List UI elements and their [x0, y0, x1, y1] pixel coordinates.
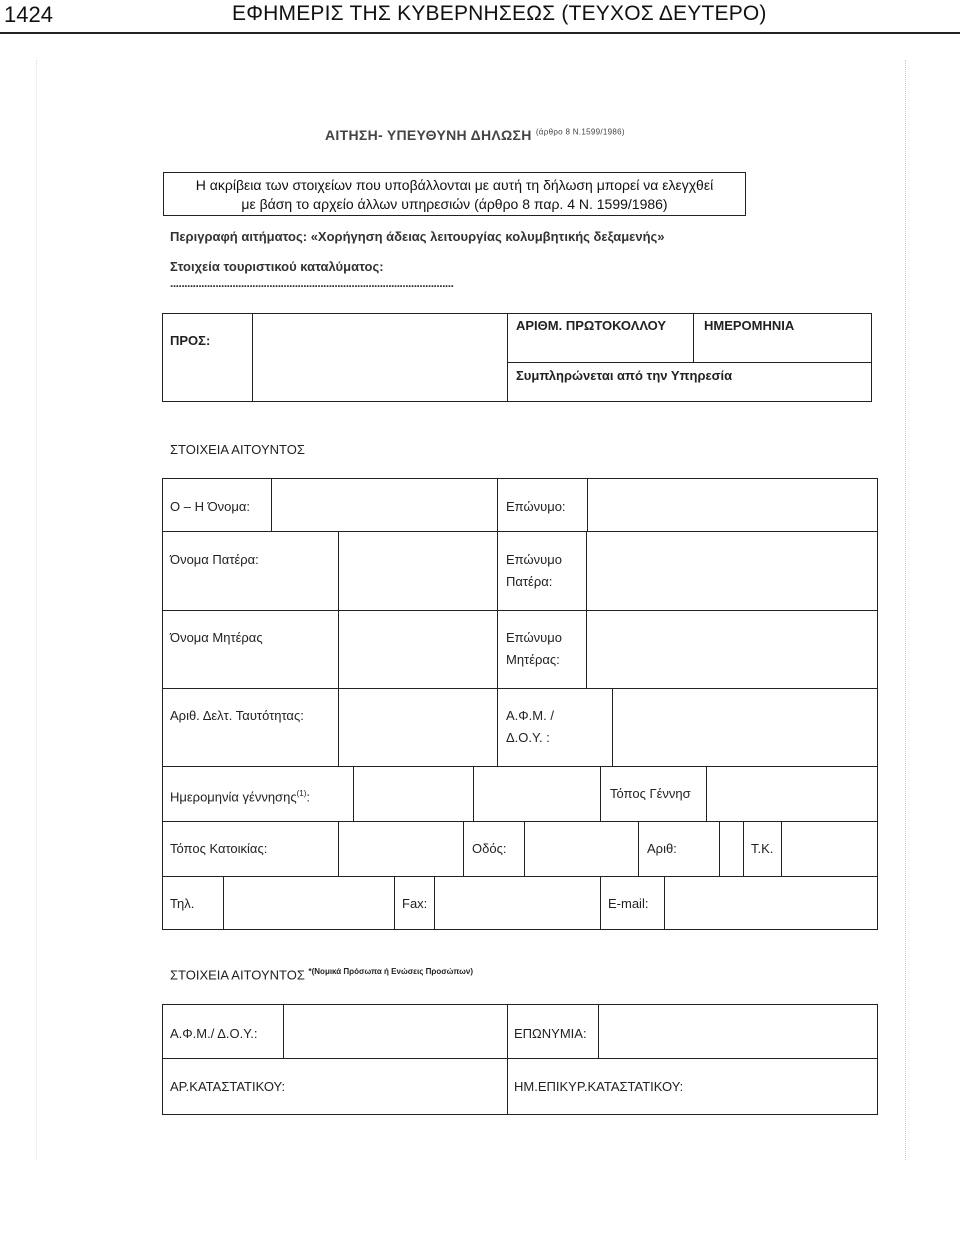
- afm-label: [506, 705, 554, 749]
- first-name-label: Ο – Η Όνομα:: [170, 499, 250, 514]
- number-field[interactable]: [720, 822, 742, 875]
- father-name-label: Όνομα Πατέρα:: [170, 552, 259, 567]
- fax-field[interactable]: [435, 877, 599, 929]
- birth-date-label: [170, 783, 310, 808]
- cell-divider: [600, 766, 601, 821]
- recipient-divider: [507, 362, 872, 363]
- mother-surname-line-2: Μητέρας:: [506, 652, 560, 667]
- postal-code-field[interactable]: [782, 822, 877, 875]
- father-surname-line-1: Επώνυμο: [506, 552, 562, 567]
- cell-divider: [463, 821, 464, 876]
- mother-surname-field[interactable]: [587, 611, 877, 687]
- father-surname-label: [506, 549, 562, 593]
- accuracy-line-1: Η ακρίβεια των στοιχείων που υποβάλλονται με αυτή τη δήλωση μπορεί να ελεγχθεί: [195, 177, 714, 193]
- surname-field[interactable]: [588, 479, 877, 530]
- accuracy-line-2: με βάση το αρχείο άλλων υπηρεσιών (άρθρο 8 παρ. 4 Ν. 1599/1986): [241, 196, 668, 212]
- phone-label: Τηλ.: [170, 896, 195, 911]
- statute-number-field[interactable]: [300, 1059, 506, 1114]
- cell-divider: [638, 821, 639, 876]
- company-name-label: ΕΠΩΝΥΜΙΑ:: [514, 1026, 587, 1041]
- father-name-field[interactable]: [339, 532, 496, 609]
- afm-line-1: Α.Φ.Μ. /: [506, 708, 554, 723]
- residence-label: Τόπος Κατοικίας:: [170, 841, 268, 856]
- residence-field[interactable]: [339, 822, 462, 875]
- afm-line-2: Δ.Ο.Υ. :: [506, 730, 550, 745]
- scan-margin-line: [905, 60, 907, 1160]
- father-surname-line-2: Πατέρα:: [506, 574, 553, 589]
- postal-code-label: Τ.Κ.: [751, 841, 774, 856]
- cell-divider: [497, 531, 498, 610]
- birth-date-footnote: (1): [296, 789, 307, 798]
- applicant-section-title: ΣΤΟΙΧΕΙΑ ΑΙΤΟΥΝΤΟΣ: [170, 442, 305, 457]
- cell-divider: [743, 821, 744, 876]
- table-row-divider: [162, 821, 878, 822]
- birth-place-label: Τόπος Γέννησ: [610, 786, 691, 801]
- legal-entity-note: *(Νομικά Πρόσωπα ή Ενώσεις Προσώπων): [308, 967, 473, 976]
- afm-field[interactable]: [613, 689, 877, 765]
- cell-divider: [394, 876, 395, 930]
- fax-label: Fax:: [402, 896, 428, 911]
- father-surname-field[interactable]: [587, 532, 877, 609]
- company-name-field[interactable]: [599, 1005, 877, 1057]
- birth-place-field[interactable]: [707, 767, 877, 820]
- mother-surname-line-1: Επώνυμο: [506, 630, 562, 645]
- to-label: ΠΡΟΣ:: [170, 333, 211, 348]
- accommodation-label: Στοιχεία τουριστικού καταλύματος:: [170, 259, 384, 274]
- page-number: 1424: [4, 2, 53, 27]
- accommodation-dots: ....................................................................................................: [170, 276, 454, 290]
- date-label: ΗΜΕΡΟΜΗΝΙΑ: [704, 318, 795, 333]
- mother-surname-label: [506, 627, 562, 671]
- cell-divider: [507, 1004, 508, 1115]
- recipient-divider: [507, 313, 508, 402]
- request-description: Περιγραφή αιτήματος: «Χορήγηση άδειας λειτουργίας κολυμβητικής δεξαμενής»: [170, 229, 665, 244]
- cell-divider: [497, 610, 498, 688]
- birth-date-colon: :: [306, 789, 310, 805]
- birth-date-field-1[interactable]: [354, 767, 472, 820]
- form-title-note: (άρθρο 8 Ν.1599/1986): [535, 127, 625, 137]
- legal-entity-section-title: [170, 967, 473, 982]
- to-field[interactable]: [253, 314, 506, 401]
- email-field[interactable]: [665, 877, 877, 929]
- mother-name-label: Όνομα Μητέρας: [170, 630, 263, 645]
- birth-date-text: Ημερομηνία γέννησης: [170, 789, 297, 805]
- legal-entity-title-text: ΣΤΟΙΧΕΙΑ ΑΙΤΟΥΝΤΟΣ: [170, 967, 305, 983]
- recipient-divider: [693, 313, 694, 363]
- statute-date-field[interactable]: [700, 1059, 877, 1114]
- birth-date-field-2[interactable]: [474, 767, 599, 820]
- cell-divider: [497, 688, 498, 766]
- id-number-label: Αριθ. Δελτ. Ταυτότητας:: [170, 708, 304, 723]
- accuracy-notice: [163, 172, 746, 216]
- cell-divider: [497, 478, 498, 531]
- form-title-text: ΑΙΤΗΣΗ- ΥΠΕΥΘΥΝΗ ΔΗΛΩΣΗ: [325, 127, 532, 143]
- mother-name-field[interactable]: [339, 611, 496, 687]
- cell-divider: [600, 876, 601, 930]
- statute-number-label: ΑΡ.ΚΑΤΑΣΤΑΤΙΚΟΥ:: [170, 1079, 286, 1094]
- street-field[interactable]: [525, 822, 637, 875]
- form-title: [325, 127, 625, 143]
- service-note: Συμπληρώνεται από την Υπηρεσία: [516, 368, 733, 383]
- scan-margin-line-left: [36, 60, 38, 1160]
- phone-field[interactable]: [224, 877, 393, 929]
- statute-date-label: ΗΜ.ΕΠΙΚΥΡ.ΚΑΤΑΣΤΑΤΙΚΟΥ:: [514, 1079, 684, 1094]
- surname-label: Επώνυμο:: [506, 499, 566, 514]
- email-label: E-mail:: [608, 896, 649, 911]
- first-name-field[interactable]: [272, 479, 496, 530]
- legal-afm-field[interactable]: [284, 1005, 506, 1057]
- gazette-title: ΕΦΗΜΕΡΙΣ ΤΗΣ ΚΥΒΕΡΝΗΣΕΩΣ (ΤΕΥΧΟΣ ΔΕΥΤΕΡΟ): [232, 2, 767, 25]
- street-label: Οδός:: [472, 841, 507, 856]
- id-number-field[interactable]: [339, 689, 496, 765]
- legal-afm-label: Α.Φ.Μ./ Δ.Ο.Υ.:: [170, 1026, 258, 1041]
- protocol-label: ΑΡΙΘΜ. ΠΡΩΤΟΚΟΛΛΟΥ: [516, 318, 667, 333]
- header-divider: [0, 32, 960, 34]
- number-label: Αριθ:: [647, 841, 677, 856]
